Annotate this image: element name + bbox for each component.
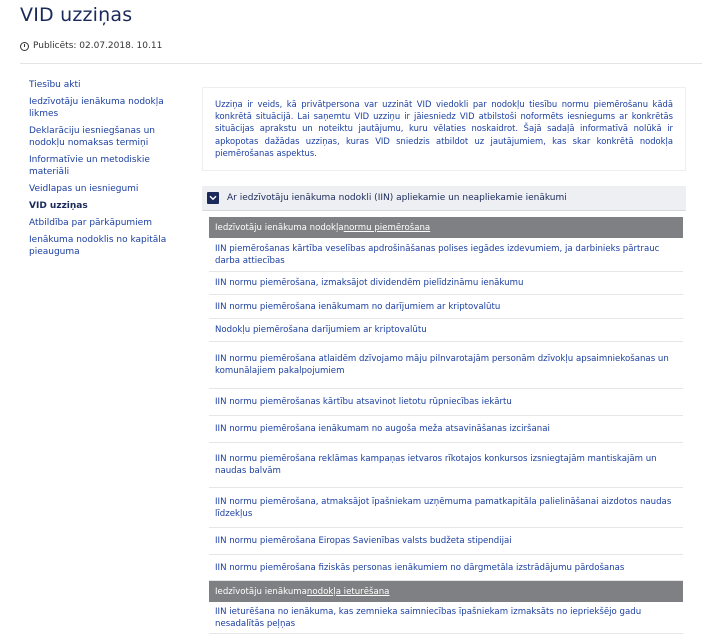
- accordion-content: [209, 217, 683, 634]
- group-heading: [209, 217, 683, 238]
- list-item[interactable]: IIN normu piemērošana fiziskās personas ienākumiem no dārgmetāla izstrādājumu pārdošanas: [209, 555, 683, 581]
- group-heading-link[interactable]: nodokļa ieturēšana: [306, 586, 390, 597]
- list-item[interactable]: IIN normu piemērošana reklāmas kampaņas ietvaros rīkotajos konkursos izsniegtajām mantiskajām un naudas balvām: [209, 443, 683, 488]
- sidebar-item-veidlapas[interactable]: Veidlapas un iesniegumi: [29, 184, 139, 194]
- list-item[interactable]: IIN normu piemērošana ienākumam no augoša meža atsavināšanas izciršanai: [209, 416, 683, 443]
- sidebar-item-kapitala-pieaugums[interactable]: Ienākuma nodoklis no kapitāla pieauguma: [29, 235, 167, 257]
- sidebar-item-materiali[interactable]: Informatīvie un metodiskie materiāli: [29, 155, 150, 177]
- sidebar-item-atbildiba[interactable]: Atbildība par pārkāpumiem: [29, 218, 152, 228]
- accordion-title: Ar iedzīvotāju ienākuma nodokli (IIN) apliekamie un neapliekamie ienākumi: [227, 193, 567, 203]
- clock-icon: [20, 42, 29, 51]
- group-heading-text: Iedzīvotāju ienākuma: [215, 586, 307, 597]
- published-date: [20, 41, 162, 51]
- divider: [20, 63, 702, 64]
- sidebar-item-iin-likmes[interactable]: Iedzīvotāju ienākuma nodokļa likmes: [29, 97, 164, 119]
- intro-box: [202, 87, 686, 171]
- list-item[interactable]: IIN normu piemērošana atlaidēm dzīvojamo māju pilnvarotajām personām dzīvokļu apsaimniekošanas un komunālajiem pakalpojumiem: [209, 342, 683, 389]
- list-item[interactable]: IIN normu piemērošana ienākumam no darījumiem ar kriptovalūtu: [209, 295, 683, 319]
- list-item[interactable]: IIN normu piemērošana Eiropas Savienības valsts budžeta stipendijai: [209, 528, 683, 555]
- list-item[interactable]: IIN normu piemērošanas kārtību atsavinot lietotu rūpniecības iekārtu: [209, 389, 683, 416]
- list-item[interactable]: IIN normu piemērošana, atmaksājot īpašniekam uzņēmuma pamatkapitāla palielināšanai aizdotos naudas līdzekļus: [209, 488, 683, 528]
- accordion-header[interactable]: [202, 186, 686, 211]
- group-heading: [209, 581, 683, 602]
- page-title: VID uzziņas: [20, 4, 133, 26]
- sidebar-item-tiesibu-akti[interactable]: Tiesību akti: [29, 80, 81, 90]
- group-heading-text: Iedzīvotāju ienākuma nodokļa: [215, 222, 344, 233]
- intro-text: Uzziņa ir veids, kā privātpersona var uzzināt VID viedokli par nodokļu tiesību normu piemērošanu kādā konkrētā situācijā. Lai saņemtu VID uzziņu ir jāiesniedz VID atbilstoši noformēts iesniegums ar konkrētās situācijas aprakstu un noteiktu jautājumu, kuru vēlaties noskaidrot. Šajā sadaļā informatīvā nolūkā ir apkopotas dažādas uzziņas, kuras VID sniedzis atbildot uz jautājumiem, kas skar konkrētā nodokļa piemērošanas aspektus.: [215, 99, 673, 158]
- list-item[interactable]: Nodokļu piemērošana darījumiem ar kriptovalūtu: [209, 319, 683, 342]
- list-item[interactable]: IIN ieturēšana no ienākuma, kas zemnieka saimniecības īpašniekam izmaksāts no iepriekšējo gadu nesadalītās peļņas: [209, 602, 683, 634]
- list-item[interactable]: IIN piemērošanas kārtība veselības apdrošināšanas polises iegādes izdevumiem, ja darbinieks pārtrauc darba attiecības: [209, 238, 683, 272]
- group-heading-link[interactable]: normu piemērošana: [343, 222, 431, 233]
- sidebar-nav: [29, 79, 179, 263]
- chevron-down-icon[interactable]: [207, 192, 219, 204]
- sidebar-item-terminji[interactable]: Deklarāciju iesniegšanas un nodokļu nomaksas termiņi: [29, 126, 155, 148]
- published-text: Publicēts: 02.07.2018. 10.11: [33, 41, 163, 51]
- list-item[interactable]: IIN normu piemērošana, izmaksājot dividendēm pielīdzināmu ienākumu: [209, 272, 683, 295]
- sidebar-item-vid-uzzinas[interactable]: VID uzziņas: [29, 201, 88, 211]
